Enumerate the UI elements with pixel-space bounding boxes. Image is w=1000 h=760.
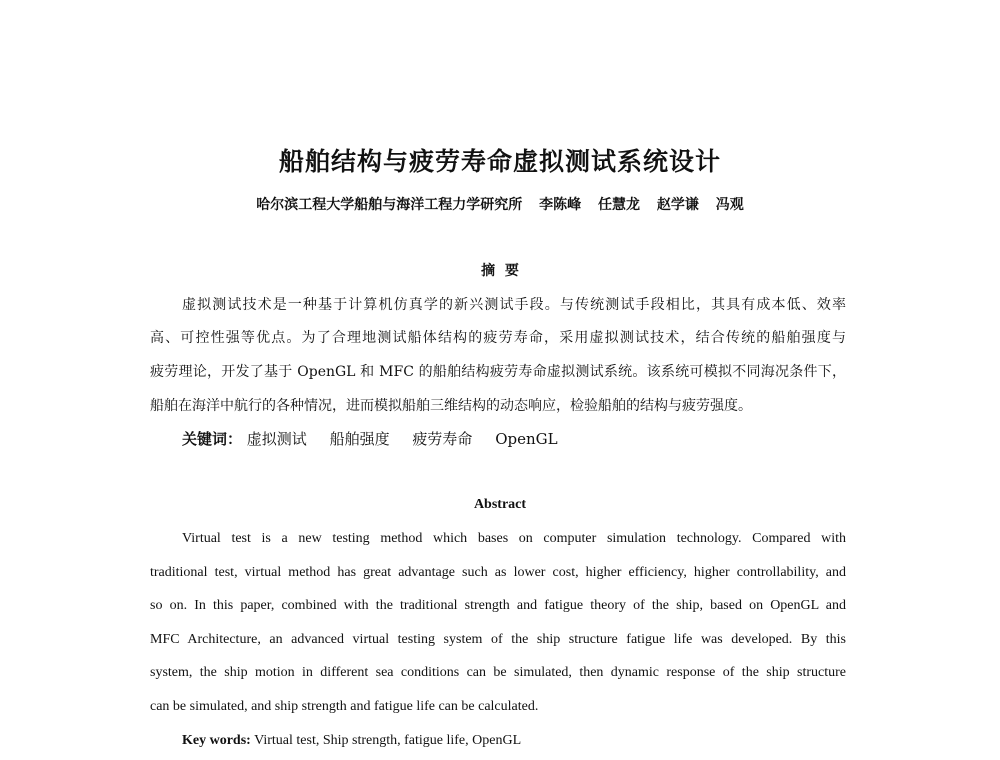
keyword: 疲劳寿命 <box>412 430 473 448</box>
cn-abstract-line: 高、可控性强等优点。为了合理地测试船体结构的疲劳寿命，采用虚拟测试技术，结合传统的船舶强度与 <box>150 330 846 346</box>
author: 任慧龙 <box>598 197 640 213</box>
cn-abstract-heading: 摘 要 <box>481 263 519 279</box>
en-abstract-line: can be simulated, and ship strength and fatigue life can be calculated. <box>150 699 539 714</box>
cn-abstract-line: 疲劳理论，开发了基于 OpenGL 和 MFC 的船舶结构疲劳寿命虚拟测试系统。该系统可模拟不同海况条件下， <box>150 364 846 380</box>
cn-keywords-label: 关键词： <box>182 430 243 448</box>
en-keywords-label: Key words: <box>182 733 251 748</box>
en-keywords <box>182 733 521 749</box>
en-abstract-line: Virtual test is a new testing method which bases on computer simulation technology. Compared with <box>182 531 846 546</box>
en-abstract-heading: Abstract <box>473 497 527 512</box>
keyword: OpenGL <box>495 430 558 448</box>
author: 冯观 <box>715 197 744 213</box>
cn-keywords <box>182 428 576 449</box>
paper-title: 船舶结构与疲劳寿命虚拟测试系统设计 <box>278 147 721 176</box>
en-keywords-value: Virtual test, Ship strength, fatigue life, OpenGL <box>254 733 522 748</box>
keyword: 虚拟测试 <box>246 430 307 448</box>
en-abstract-line: traditional test, virtual method has great advantage such as lower cost, higher efficiency, higher controllability, and <box>150 565 846 580</box>
author-line <box>0 194 1000 214</box>
keyword: 船舶强度 <box>329 430 390 448</box>
cn-abstract-line: 船舶在海洋中航行的各种情况，进而模拟船舶三维结构的动态响应，检验船舶的结构与疲劳强度。 <box>150 398 752 414</box>
cn-abstract-line: 虚拟测试技术是一种基于计算机仿真学的新兴测试手段。与传统测试手段相比，其具有成本低、效率 <box>182 297 846 313</box>
en-abstract-line: system, the ship motion in different sea conditions can be simulated, then dynamic response of the ship structure <box>150 665 846 680</box>
author: 李陈峰 <box>539 197 582 213</box>
affiliation: 哈尔滨工程大学船舶与海洋工程力学研究所 <box>256 197 523 213</box>
author: 赵学谦 <box>656 197 699 213</box>
en-abstract-line: so on. In this paper, combined with the traditional strength and fatigue theory of the ship, based on OpenGL and <box>150 598 846 613</box>
en-abstract-line: MFC Architecture, an advanced virtual testing system of the ship structure fatigue life was developed. By this <box>150 632 846 647</box>
